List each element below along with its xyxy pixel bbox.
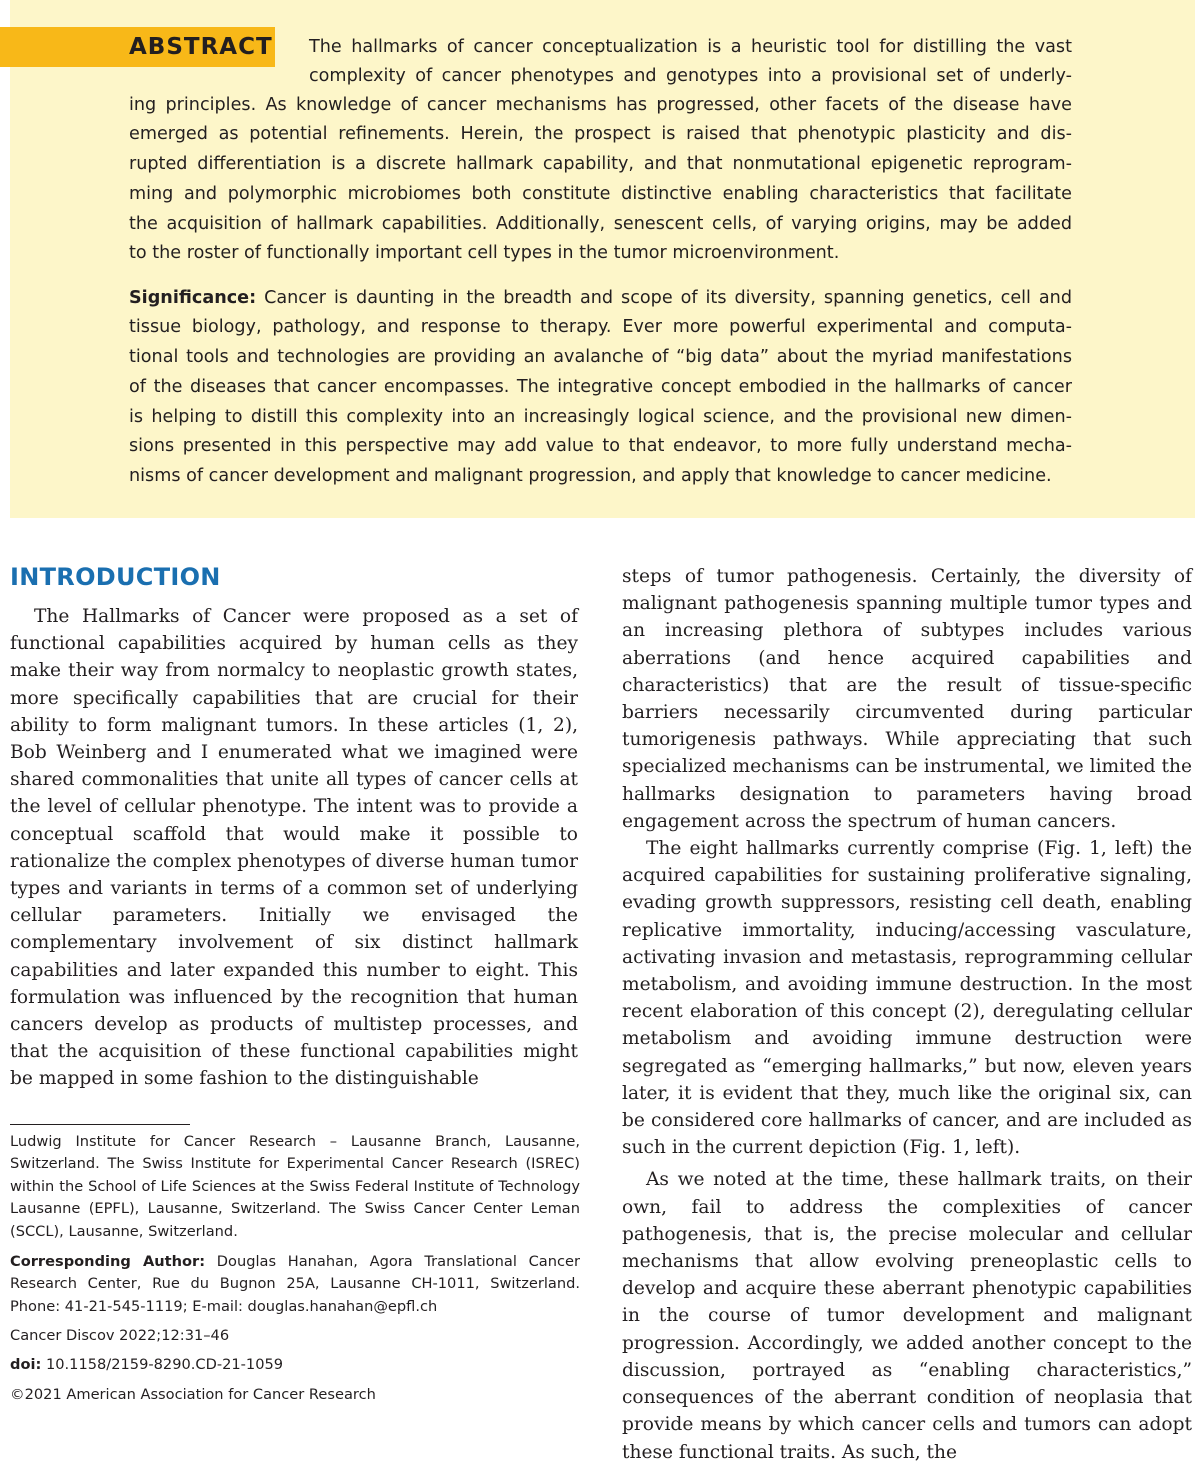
body-paragraph: The Hallmarks of Cancer were proposed as a set of functional capabilities acquired by human cells as they make their way from normalcy to neoplastic growth states, more specifically capabilities that are crucial for their ability to form malignant tumors. In these articles (1, 2), Bob Weinberg and I enumerated what we imagined were shared commonalities that unite all types of cancer cells at the level of cellular phenotype. The intent was to provide a conceptual scaffold that would make it possible to rationalize the complex phenotypes of diverse human tumor types and variants in terms of a common set of underlying cellular parameters. Initially we envisaged the complementary involvement of six distinct hallmark capabilities and later expanded this number to eight. This formulation was influenced by the recognition that human cancers develop as products of multistep processes, and that the acquisition of these functional capabilities might be mapped in some fashion to the distinguishable: [10, 606, 578, 1090]
abstract-label: ABSTRACT: [0, 27, 275, 67]
significance-line: of the diseases that cancer encompasses. The integrative concept embodied in the hallmarks of cancer: [129, 377, 1072, 397]
abstract-line: complexity of cancer phenotypes and genotypes into a provisional set of underly-: [309, 66, 1072, 86]
doi-link[interactable]: 10.1158/2159-8290.CD-21-1059: [41, 1356, 284, 1373]
corresponding-author-note: [10, 1251, 580, 1318]
abstract-line: ming and polymorphic microbiomes both constitute distinctive enabling characteristics that facilitate: [129, 184, 1072, 204]
doi-label: doi:: [10, 1356, 42, 1373]
copyright-line: ©2021 American Association for Cancer Research: [10, 1386, 376, 1403]
body-paragraph: As we noted at the time, these hallmark traits, on their own, fail to address the complexities of cancer pathogenesis, that is, the precise molecular and cellular mechanisms that allow evolving preneoplastic cells to develop and acquire these aberrant phenotypic capabilities in the course of tumor development and malignant progression. Accordingly, we added another concept to the discussion, portrayed as “enabling characteristics,” consequences of the aberrant condition of neoplasia that provide means by which cancer cells and tumors can adopt these functional traits. As such, the: [622, 1169, 1192, 1463]
significance-line: nisms of cancer development and malignant progression, and apply that knowledge to cancer medicine.: [129, 466, 1052, 486]
significance-line: [129, 284, 1072, 314]
abstract-line: The hallmarks of cancer conceptualization is a heuristic tool for distilling the vast: [309, 37, 1072, 57]
affiliation-note: Ludwig Institute for Cancer Research – Lausanne Branch, Lausanne, Switzerland. The Swiss Institute for Experimental Cancer Research (ISREC) within the School of Life Sciences at the Swiss Federal Institute of Technology Lausanne (EPFL), Lausanne, Switzerland. The Swiss Cancer Center Leman (SCCL), Lausanne, Switzerland.: [10, 1133, 580, 1240]
significance-line: tional tools and technologies are providing an avalanche of “big data” about the myriad manifestations: [129, 347, 1072, 367]
right-column: [622, 563, 1192, 1466]
significance-line: tissue biology, pathology, and response to therapy. Ever more powerful experimental and computa-: [129, 317, 1072, 337]
citation-line: Cancer Discov 2022;12:31–46: [10, 1327, 230, 1344]
doi-line: [10, 1354, 580, 1376]
corresponding-author-text: Douglas Hanahan, Agora Translational Cancer Research Center, Rue du Bugnon 25A, Lausanne CH-1011, Switzerland. Phone: 41-21-545-1119; E-mail: douglas.hanahan@epfl.ch: [10, 1253, 580, 1315]
abstract-line: to the roster of functionally important cell types in the tumor microenvironment.: [129, 243, 840, 263]
abstract-line: rupted differentiation is a discrete hallmark capability, and that nonmutational epigenetic reprogram-: [129, 154, 1072, 174]
abstract-line: ing principles. As knowledge of cancer mechanisms has progressed, other facets of the disease have: [129, 95, 1072, 115]
footnote-rule: [10, 1124, 190, 1125]
abstract-line: emerged as potential refinements. Herein, the prospect is raised that phenotypic plasticity and dis-: [129, 124, 1072, 144]
significance-text: Cancer is daunting in the breadth and scope of its diversity, spanning genetics, cell and: [256, 288, 1072, 308]
significance-label: Significance:: [129, 288, 257, 308]
significance-line: sions presented in this perspective may add value to that endeavor, to more fully understand mecha-: [129, 436, 1072, 456]
corresponding-author-label: Corresponding Author:: [10, 1253, 206, 1270]
abstract-line: the acquisition of hallmark capabilities. Additionally, senescent cells, of varying origins, may be added: [129, 214, 1072, 234]
significance-line: is helping to distill this complexity into an increasingly logical science, and the provisional new dimen-: [129, 407, 1072, 427]
body-paragraph: steps of tumor pathogenesis. Certainly, the diversity of malignant pathogenesis spanning multiple tumor types and an increasing plethora of subtypes includes various aberrations (and hence acquired capabilities and characteristics) that are the result of tissue-specific barriers necessarily circumvented during particular tumorigenesis pathways. While appreciating that such specialized mechanisms can be instrumental, we limited the hallmarks designation to parameters having broad engagement across the spectrum of human cancers.: [622, 566, 1192, 832]
section-heading-introduction: INTRODUCTION: [10, 563, 221, 591]
body-paragraph: The eight hallmarks currently comprise (Fig. 1, left) the acquired capabilities for sustaining proliferative signaling, evading growth suppressors, resisting cell death, enabling replicative immortality, inducing/accessing vasculature, activating invasion and metastasis, reprogramming cellular metabolism, and avoiding immune destruction. In the most recent elaboration of this concept (2), deregulating cellular metabolism and avoiding immune destruction were segregated as “emerging hallmarks,” but now, eleven years later, it is evident that they, much like the original six, can be considered core hallmarks of cancer, and are included as such in the current depiction (Fig. 1, left).: [622, 838, 1192, 1159]
left-column: [10, 603, 578, 1093]
